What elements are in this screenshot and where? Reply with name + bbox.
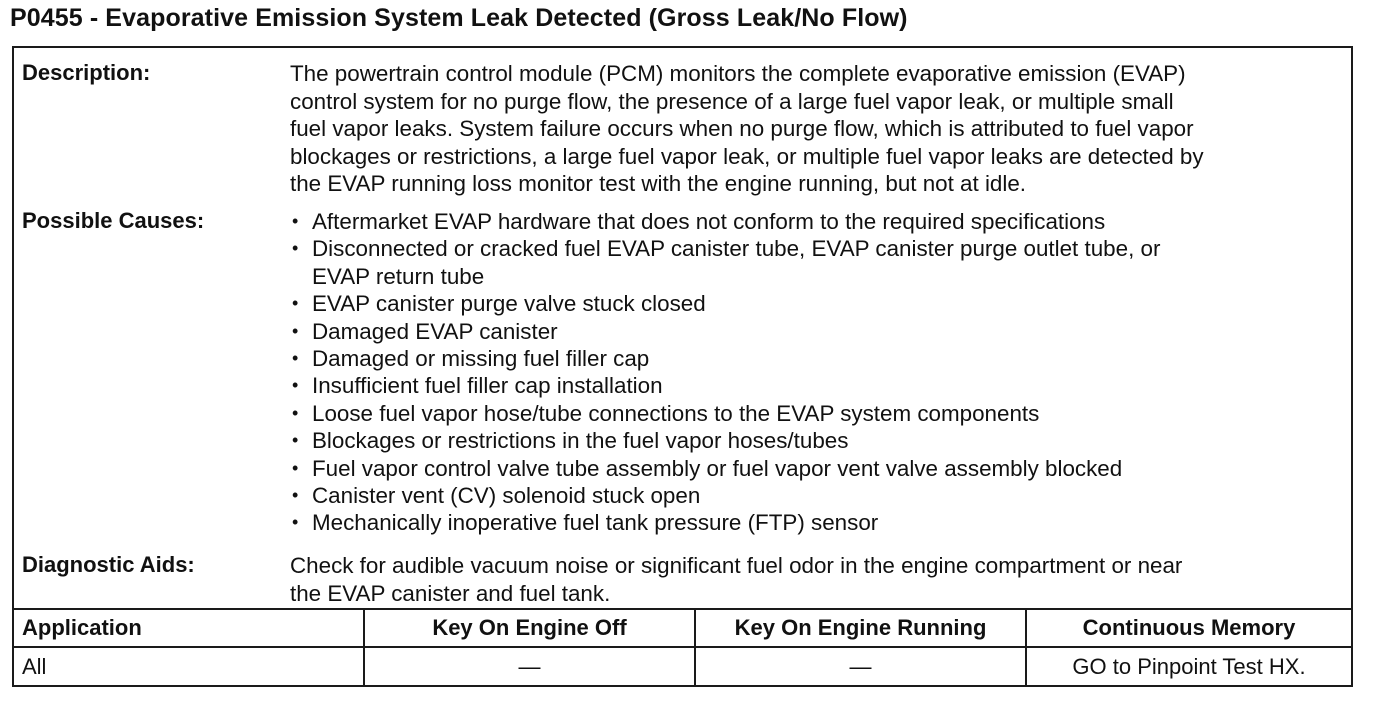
diagnostic-aids-text	[290, 552, 1345, 607]
column-header-key-on-engine-off: Key On Engine Off	[364, 609, 695, 647]
cause-item: • Damaged EVAP canister	[292, 318, 558, 344]
description-line: fuel vapor leaks. System failure occurs when no purge flow, which is attributed to fuel vapor	[290, 116, 1194, 141]
description-line: The powertrain control module (PCM) monitors the complete evaporative emission (EVAP)	[290, 61, 1186, 86]
description-line: blockages or restrictions, a large fuel vapor leak, or multiple fuel vapor leaks are detected by	[290, 143, 1204, 169]
possible-causes-list	[290, 208, 1345, 537]
cell-key-on-engine-running: —	[695, 647, 1026, 686]
cause-item: • Mechanically inoperative fuel tank pressure (FTP) sensor	[292, 510, 879, 536]
description-text	[290, 60, 1345, 198]
table-row	[14, 647, 1351, 686]
bullet-icon: •	[292, 238, 299, 259]
application-table	[14, 608, 1351, 686]
column-header-application: Application	[14, 609, 364, 647]
cause-item: • Canister vent (CV) solenoid stuck open	[292, 483, 701, 509]
column-header-key-on-engine-running: Key On Engine Running	[695, 609, 1026, 647]
cell-continuous-memory: GO to Pinpoint Test HX.	[1026, 647, 1351, 686]
bullet-icon: •	[292, 402, 299, 423]
cause-item: • Aftermarket EVAP hardware that does not conform to the required specifications	[292, 209, 1106, 234]
bullet-icon: •	[292, 457, 299, 478]
page-title: P0455 - Evaporative Emission System Leak Detected (Gross Leak/No Flow)	[10, 4, 908, 32]
bullet-icon: •	[292, 211, 299, 231]
description-line: control system for no purge flow, the presence of a large fuel vapor leak, or multiple small	[290, 88, 1174, 114]
table-header-row	[14, 609, 1351, 647]
bullet-icon: •	[292, 348, 299, 369]
cause-item: • Insufficient fuel filler cap installation	[292, 373, 663, 399]
diagnostic-aids-line: the EVAP canister and fuel tank.	[290, 580, 611, 606]
description-line: the EVAP running loss monitor test with the engine running, but not at idle.	[290, 171, 1027, 196]
cause-item: • Damaged or missing fuel filler cap	[292, 346, 650, 372]
cause-item: • Blockages or restrictions in the fuel vapor hoses/tubes	[292, 428, 849, 454]
diagnostic-aids-label: Diagnostic Aids:	[22, 552, 195, 577]
cell-key-on-engine-off: —	[364, 647, 695, 686]
possible-causes-content	[290, 208, 1345, 537]
bullet-icon: •	[292, 512, 299, 533]
bullet-icon: •	[292, 485, 299, 506]
cell-application: All	[14, 647, 364, 686]
cause-item: • Loose fuel vapor hose/tube connections to the EVAP system components	[292, 400, 1040, 426]
bullet-icon: •	[292, 293, 299, 314]
description-label: Description:	[22, 60, 151, 85]
dtc-info-box	[12, 46, 1353, 687]
cause-item: • Disconnected or cracked fuel EVAP canister tube, EVAP canister purge outlet tube, or EVAP return tube	[292, 236, 1161, 289]
possible-causes-label: Possible Causes:	[22, 208, 205, 233]
bullet-icon: •	[292, 430, 299, 451]
cause-item: • Fuel vapor control valve tube assembly or fuel vapor vent valve assembly blocked	[292, 455, 1123, 481]
column-header-continuous-memory: Continuous Memory	[1026, 609, 1351, 647]
bullet-icon: •	[292, 320, 299, 341]
cause-item: • EVAP canister purge valve stuck closed	[292, 291, 706, 317]
diagnostic-aids-line: Check for audible vacuum noise or significant fuel odor in the engine compartment or near	[290, 553, 1183, 578]
bullet-icon: •	[292, 375, 299, 396]
